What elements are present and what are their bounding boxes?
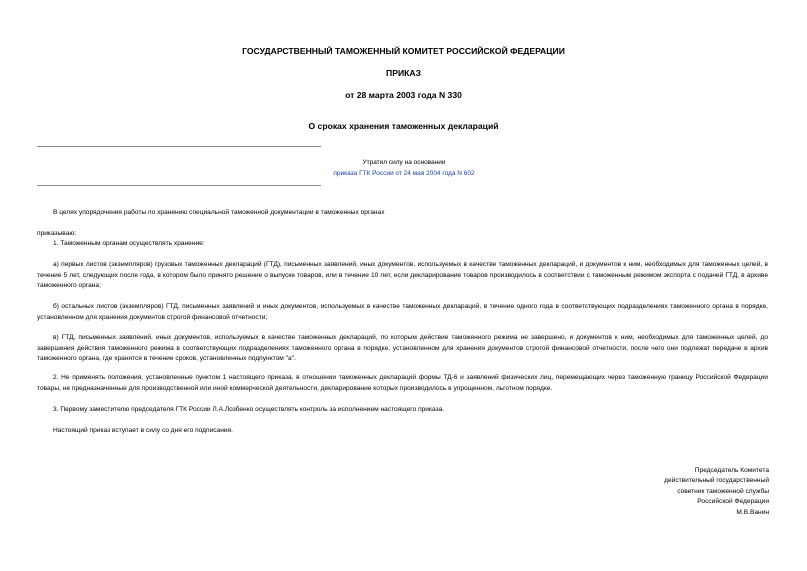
preamble: В целях упорядочения работы по хранению специальной таможенной документации в таможенных органах: [53, 209, 385, 216]
bottom-divider: [37, 185, 321, 186]
date-number-heading: от 28 марта 2003 года N 330: [345, 90, 462, 100]
top-divider: [37, 146, 321, 147]
item-1a: а) первых листов (экземпляров) грузовых таможенных деклараций (ГТД), письменных заявлений, иных документов, используемых в качестве таможенных деклараций, и документов к ним, необходимых для таможенных целей, в течение 5 лет, следующих после года, в котором было принято решение о выпуске товаров, или в течение 10 лет, если декларирование товаров производилось в соответствии с таможенным режимом экспорта с подачей ГТД, в архиве таможенного органа;: [37, 261, 768, 289]
signature-line-4: Российской Федерации: [697, 498, 769, 506]
item-1: 1. Таможенным органам осуществлять хранение:: [53, 240, 205, 247]
item-1c: в) ГТД, письменных заявлений, иных документов, используемых в качестве таможенных деклараций, по которым действие таможенного режима не завершено, и документов к ним, необходимых для таможенных целей, до завершения действия таможенного режима в соответствующих подразделениях таможенного органа в порядке, установленном для хранения документов строгой финансовой отчетности, после чего они подлежат передаче в архив таможенного органа, где хранятся в течение сроков, установленных подпунктом "а".: [37, 334, 768, 362]
signature-line-2: действительный государственный: [664, 477, 769, 485]
item-2: 2. Не применять положения, установленные пунктом 1 настоящего приказа, в отношении таможенных деклараций формы ТД-6 и заявлений физических лиц, перемещающих через таможенную границу Российской Федерации товары, не предназначенные для производственной или иной коммерческой деятельности, декларирование которых производилось в упрощенном, льготном порядке.: [37, 374, 768, 392]
agency-heading: ГОСУДАРСТВЕННЫЙ ТАМОЖЕННЫЙ КОМИТЕТ РОССИЙСКОЙ ФЕДЕРАЦИИ: [242, 46, 565, 56]
signature-line-3: советник таможенной службы: [677, 487, 769, 495]
effective-clause: Настоящий приказ вступает в силу со дня его подписания.: [53, 427, 233, 434]
order-word: приказываю:: [37, 230, 77, 237]
item-1b: б) остальных листов (экземпляров) ГТД, письменных заявлений и иных документов, используемых в качестве таможенных деклараций, в течение одного года в соответствующих подразделениях таможенного органа в порядке, установленном для хранения документов строгой финансовой отчетности;: [37, 303, 768, 321]
signature-name: М.В.Ванин: [736, 508, 769, 516]
doc-type-heading: ПРИКАЗ: [386, 68, 421, 78]
repeal-order-link[interactable]: приказа ГТК России от 24 мая 2004 года N 602: [333, 170, 475, 177]
item-3: 3. Первому заместителю председателя ГТК России Л.А.Лозбенко осуществлять контроль за исполнением настоящего приказа.: [53, 406, 445, 413]
signature-line-1: Председатель Комитета: [694, 467, 769, 474]
status-note: Утратил силу на основании: [362, 159, 446, 166]
repeal-link-wrap: [333, 169, 474, 178]
signature-block: [664, 466, 769, 518]
document-title: О сроках хранения таможенных деклараций: [308, 121, 499, 131]
